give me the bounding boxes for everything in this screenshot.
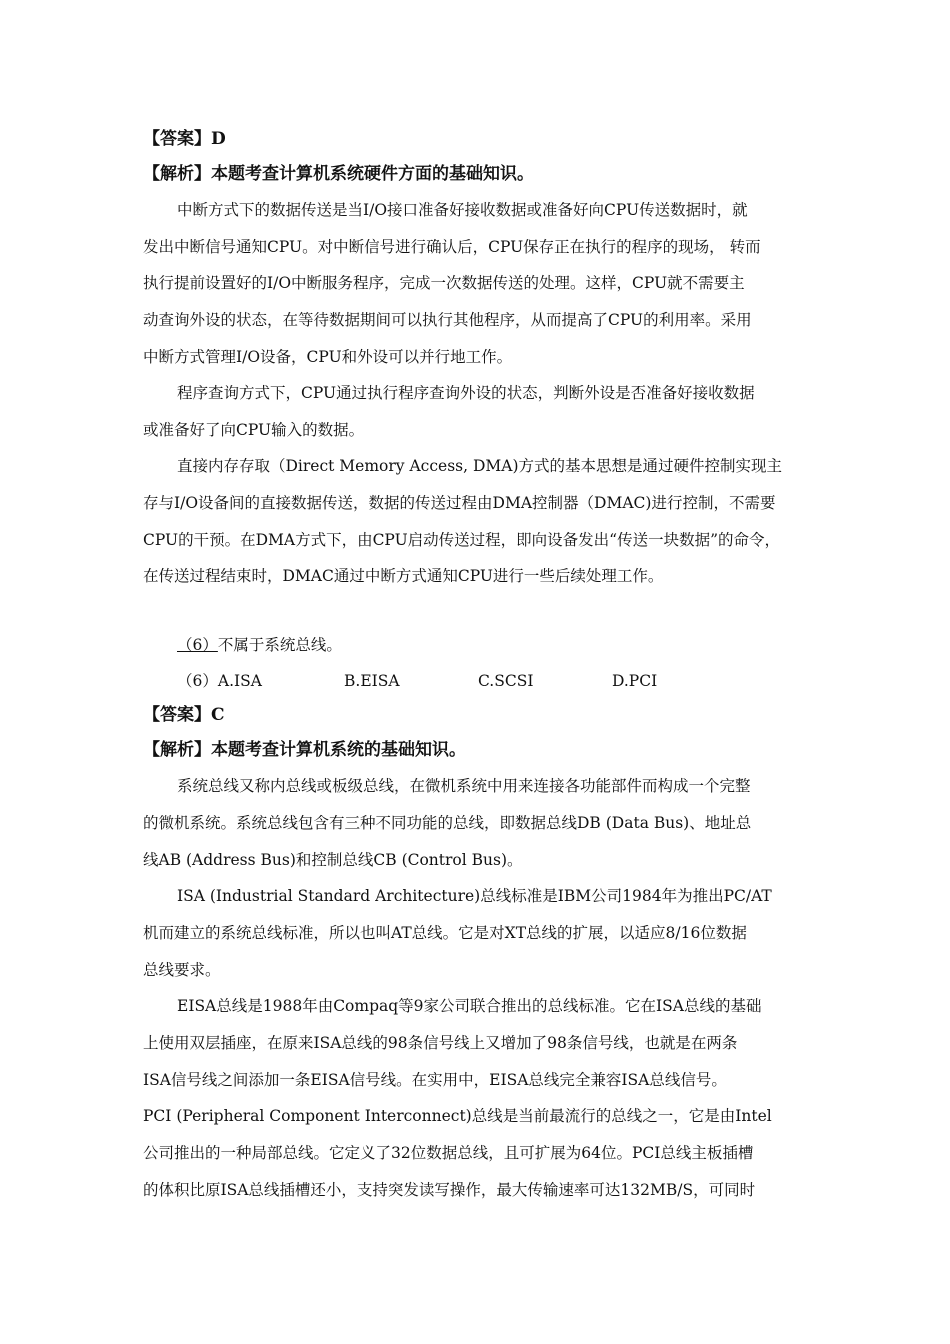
paragraph-line: 总线要求。 [143, 961, 221, 979]
paragraph-line: 线AB (Address Bus)和控制总线CB (Control Bus)。 [143, 851, 523, 869]
option-b: B.EISA [344, 672, 400, 690]
analysis-heading: 【解析】本题考查计算机系统硬件方面的基础知识。 [143, 164, 534, 184]
answer-label: 【答案】D [143, 129, 226, 149]
paragraph-line: 程序查询方式下，CPU通过执行程序查询外设的状态，判断外设是否准备好接收数据 [177, 384, 755, 402]
paragraph-line: 中断方式下的数据传送是当I/O接口准备好接收数据或准备好向CPU传送数据时，就 [177, 201, 748, 219]
paragraph-line: 直接内存存取（Direct Memory Access, DMA)方式的基本思想是通过硬件控制实现主 [177, 457, 783, 475]
option-c: C.SCSI [478, 672, 534, 690]
answer-label: 【答案】C [143, 705, 225, 725]
paragraph-line: CPU的干预。在DMA方式下，由CPU启动传送过程，即向设备发出“传送一块数据”的命令， [143, 531, 781, 549]
paragraph-line: PCI (Peripheral Component Interconnect)总线是当前最流行的总线之一，它是由Intel [143, 1107, 772, 1125]
paragraph-line: 的微机系统。系统总线包含有三种不同功能的总线，即数据总线DB (Data Bus)、地址总 [143, 814, 752, 832]
option-d: D.PCI [612, 672, 658, 690]
option-prefix: （6）A.ISA [177, 672, 262, 690]
paragraph-line: 存与I/O设备间的直接数据传送，数据的传送过程由DMA控制器（DMAC)进行控制，不需要 [143, 494, 776, 512]
paragraph-line: 上使用双层插座，在原来ISA总线的98条信号线上又增加了98条信号线，也就是在两条 [143, 1034, 738, 1052]
paragraph-line: EISA总线是1988年由Compaq等9家公司联合推出的总线标准。它在ISA总线的基础 [177, 997, 762, 1015]
question-text: 不属于系统总线。 [217, 636, 342, 654]
analysis-heading: 【解析】本题考查计算机系统的基础知识。 [143, 740, 466, 760]
paragraph-line: 在传送过程结束时，DMAC通过中断方式通知CPU进行一些后续处理工作。 [143, 567, 664, 585]
question-line [177, 634, 857, 656]
paragraph-line: ISA信号线之间添加一条EISA信号线。在实用中，EISA总线完全兼容ISA总线信号。 [143, 1071, 727, 1089]
paragraph-line: 的体积比原ISA总线插槽还小，支持突发读写操作，最大传输速率可达132MB/S，可同时 [143, 1181, 756, 1199]
option-a: A.ISA [217, 672, 262, 690]
paragraph-line: 执行提前设置好的I/O中断服务程序，完成一次数据传送的处理。这样，CPU就不需要主 [143, 274, 745, 292]
paragraph-line: 或准备好了向CPU输入的数据。 [143, 421, 365, 439]
paragraph-line: ISA (Industrial Standard Architecture)总线标准是IBM公司1984年为推出PC/AT [177, 887, 772, 905]
paragraph-line: 机而建立的系统总线标准，所以也叫AT总线。它是对XT总线的扩展，以适应8/16位数据 [143, 924, 747, 942]
paragraph-line: 公司推出的一种局部总线。它定义了32位数据总线，且可扩展为64位。PCI总线主板插槽 [143, 1144, 754, 1162]
question-number: （6） [177, 636, 218, 654]
paragraph-line: 动查询外设的状态，在等待数据期间可以执行其他程序，从而提高了CPU的利用率。采用 [143, 311, 752, 329]
paragraph-line: 系统总线又称内总线或板级总线，在微机系统中用来连接各功能部件而构成一个完整 [177, 777, 751, 795]
paragraph-line: 发出中断信号通知CPU。对中断信号进行确认后，CPU保存正在执行的程序的现场， 转而 [143, 238, 761, 256]
paragraph-line: 中断方式管理I/O设备，CPU和外设可以并行地工作。 [143, 348, 513, 366]
